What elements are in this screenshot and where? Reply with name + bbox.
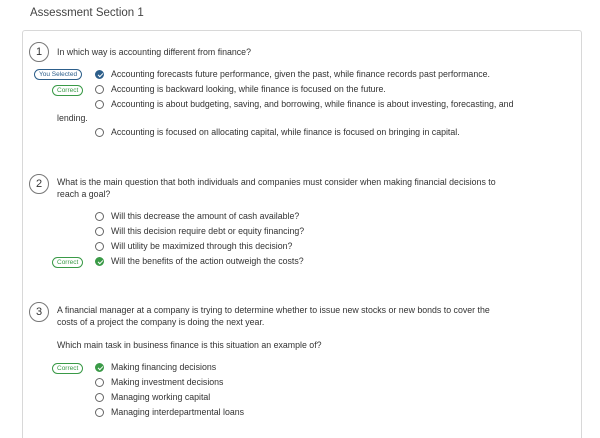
radio-icon[interactable] — [95, 85, 104, 94]
question-text-continued: costs of a project the company is doing the next year. — [57, 317, 265, 327]
correct-badge: Correct — [52, 257, 83, 268]
section-title: Assessment Section 1 — [30, 7, 144, 19]
question-subtext: Which main task in business finance is this situation an example of? — [57, 340, 322, 350]
question-text: What is the main question that both individuals and companies must consider when making financial decisions to — [57, 177, 496, 187]
answer-option[interactable]: Will utility be maximized through this decision? — [111, 241, 293, 251]
radio-icon[interactable] — [95, 128, 104, 137]
answer-option[interactable]: Managing interdepartmental loans — [111, 407, 245, 417]
question-text-continued: reach a goal? — [57, 189, 111, 199]
you-selected-badge: You Selected — [34, 69, 82, 80]
radio-icon[interactable] — [95, 227, 104, 236]
radio-icon[interactable] — [95, 393, 104, 402]
radio-icon[interactable] — [95, 378, 104, 387]
answer-option[interactable]: Accounting is backward looking, while finance is focused on the future. — [111, 84, 386, 94]
correct-badge: Correct — [52, 85, 83, 96]
answer-option[interactable]: Will the benefits of the action outweigh the costs? — [111, 256, 304, 266]
question-text: In which way is accounting different from finance? — [57, 47, 251, 57]
question-text: A financial manager at a company is trying to determine whether to issue new stocks or new bonds to cover the — [57, 305, 490, 315]
radio-correct-icon[interactable] — [95, 363, 104, 372]
correct-badge: Correct — [52, 363, 83, 374]
answer-option[interactable]: Accounting forecasts future performance, given the past, while finance records past performance. — [111, 69, 490, 79]
radio-icon[interactable] — [95, 100, 104, 109]
answer-option-continued[interactable]: lending. — [57, 113, 88, 123]
answer-option[interactable]: Will this decision require debt or equity financing? — [111, 226, 305, 236]
answer-option[interactable]: Will this decrease the amount of cash available? — [111, 211, 300, 221]
answer-option[interactable]: Managing working capital — [111, 392, 211, 402]
radio-icon[interactable] — [95, 212, 104, 221]
radio-icon[interactable] — [95, 242, 104, 251]
radio-icon[interactable] — [95, 408, 104, 417]
answer-option[interactable]: Making investment decisions — [111, 377, 224, 387]
question-number: 1 — [29, 42, 49, 62]
answer-option[interactable]: Making financing decisions — [111, 362, 217, 372]
answer-option[interactable]: Accounting is focused on allocating capital, while finance is focused on bringing in capital. — [111, 127, 460, 137]
radio-selected-icon[interactable] — [95, 70, 104, 79]
question-number: 3 — [29, 302, 49, 322]
answer-option[interactable]: Accounting is about budgeting, saving, and borrowing, while finance is about investing, forecasting, and — [111, 99, 514, 109]
question-number: 2 — [29, 174, 49, 194]
radio-correct-icon[interactable] — [95, 257, 104, 266]
